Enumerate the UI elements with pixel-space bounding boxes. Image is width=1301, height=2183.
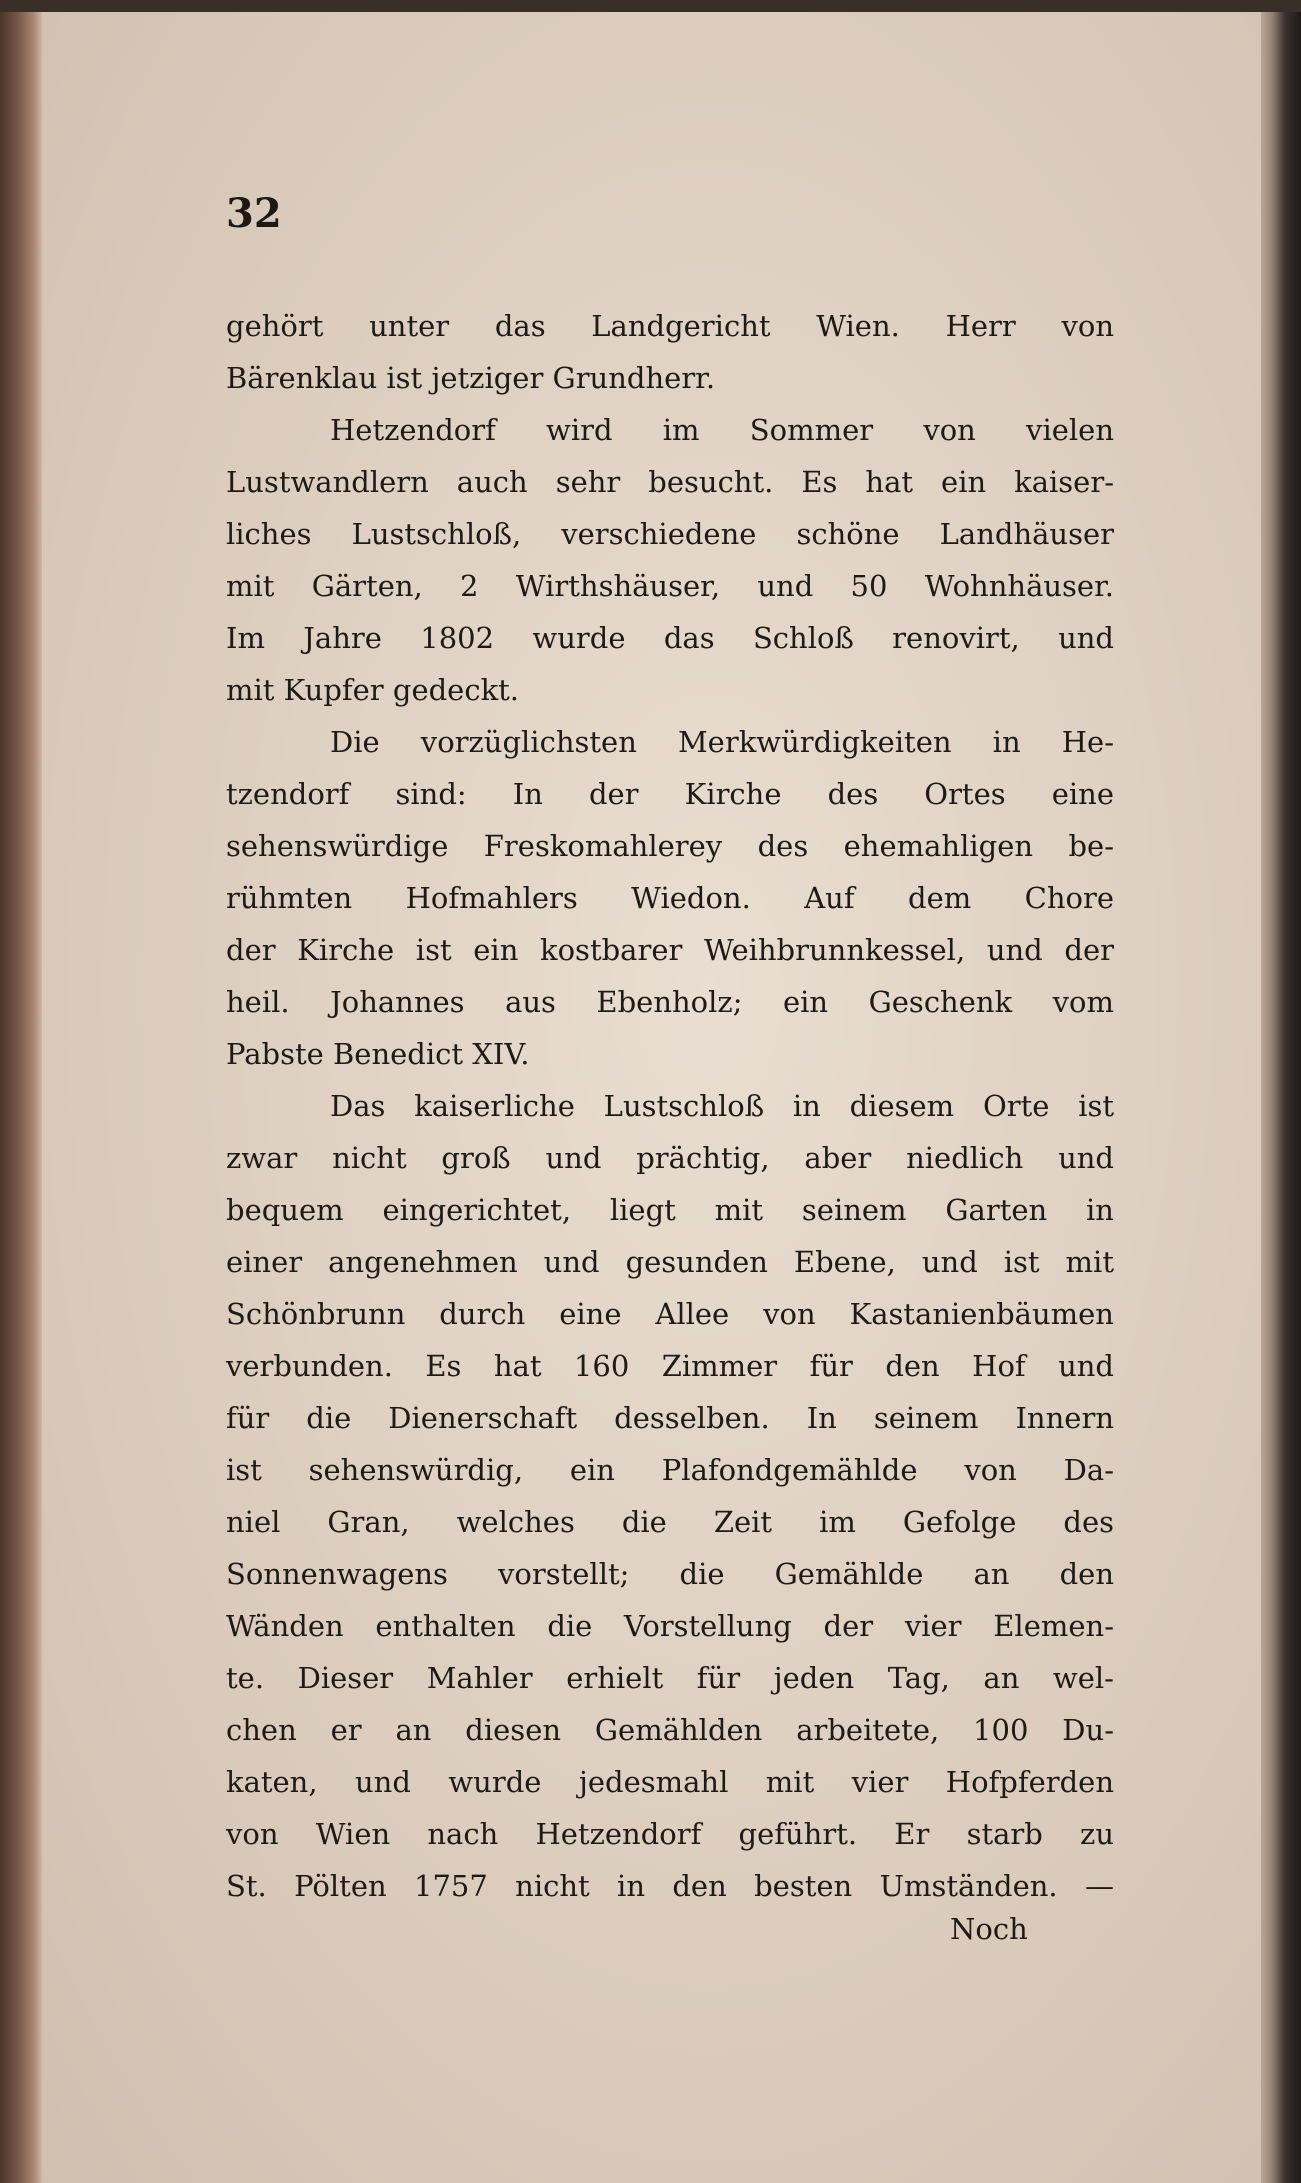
text-line: Pabste Benedict XIV. (226, 1037, 530, 1071)
text-line: sehenswürdige Freskomahlerey des ehemahligen be- (226, 829, 1114, 863)
text-line: niel Gran, welches die Zeit im Gefolge des (226, 1505, 1114, 1539)
text-line: gehört unter das Landgericht Wien. Herr von (226, 309, 1114, 343)
text-line: rühmten Hofmahlers Wiedon. Auf dem Chore (226, 881, 1114, 915)
text-line: zwar nicht groß und prächtig, aber niedlich und (226, 1141, 1114, 1175)
page-edge (1261, 0, 1301, 2183)
text-line: für die Dienerschaft desselben. In seinem Innern (226, 1401, 1114, 1435)
text-line: heil. Johannes aus Ebenholz; ein Geschenk vom (226, 985, 1114, 1019)
text-line: liches Lustschloß, verschiedene schöne Landhäuser (226, 517, 1114, 551)
text-line: ist sehenswürdig, ein Plafondgemählde von Da- (226, 1453, 1114, 1487)
text-line: chen er an diesen Gemählden arbeitete, 100 Du- (226, 1713, 1114, 1747)
text-line: Das kaiserliche Lustschloß in diesem Orte ist (330, 1089, 1114, 1123)
text-line: Die vorzüglichsten Merkwürdigkeiten in He- (330, 725, 1114, 759)
text-line: einer angenehmen und gesunden Ebene, und ist mit (226, 1245, 1114, 1279)
text-line: bequem eingerichtet, liegt mit seinem Garten in (226, 1193, 1114, 1227)
top-edge (0, 0, 1301, 12)
text-line: Lustwandlern auch sehr besucht. Es hat ein kaiser- (226, 465, 1114, 499)
book-binding-gutter (0, 0, 42, 2183)
text-line: Hetzendorf wird im Sommer von vielen (330, 413, 1114, 447)
text-line: der Kirche ist ein kostbarer Weihbrunnkessel, und der (226, 933, 1114, 967)
catchword: Noch (950, 1912, 1028, 1946)
text-line: Bärenklau ist jetziger Grundherr. (226, 361, 716, 395)
body-text (226, 300, 1114, 1912)
text-line: mit Kupfer gedeckt. (226, 673, 520, 707)
text-line: katen, und wurde jedesmahl mit vier Hofpferden (226, 1765, 1114, 1799)
text-line: Sonnenwagens vorstellt; die Gemählde an den (226, 1557, 1114, 1591)
text-line: Schönbrunn durch eine Allee von Kastanienbäumen (226, 1297, 1114, 1331)
page-number: 32 (226, 190, 282, 237)
text-line: Im Jahre 1802 wurde das Schloß renovirt, und (226, 621, 1114, 655)
text-line: von Wien nach Hetzendorf geführt. Er starb zu (226, 1817, 1114, 1851)
text-line: Wänden enthalten die Vorstellung der vier Elemen- (226, 1609, 1114, 1643)
text-line: mit Gärten, 2 Wirthshäuser, und 50 Wohnhäuser. (226, 569, 1114, 603)
text-line: St. Pölten 1757 nicht in den besten Umständen. — (226, 1869, 1114, 1903)
text-line: te. Dieser Mahler erhielt für jeden Tag, an wel- (226, 1661, 1114, 1695)
text-line: tzendorf sind: In der Kirche des Ortes eine (226, 777, 1114, 811)
text-line: verbunden. Es hat 160 Zimmer für den Hof und (226, 1349, 1114, 1383)
